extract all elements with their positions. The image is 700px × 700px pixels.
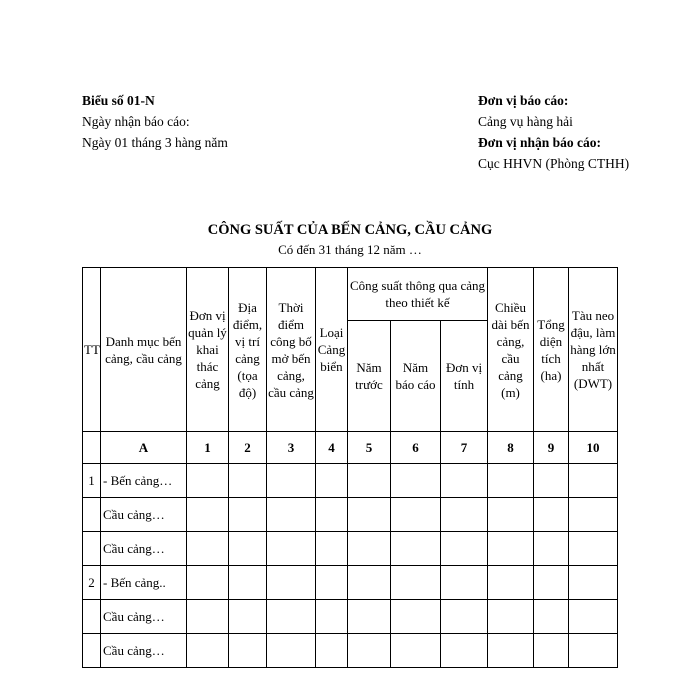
data-cell[interactable]	[316, 532, 348, 566]
data-cell[interactable]	[569, 464, 618, 498]
row-tt	[83, 532, 101, 566]
row-tt	[83, 498, 101, 532]
report-subtitle: Có đến 31 tháng 12 năm …	[278, 242, 422, 257]
table-row	[83, 634, 618, 668]
code-cell: 4	[316, 432, 348, 464]
data-cell[interactable]	[569, 566, 618, 600]
capacity-table	[82, 267, 618, 668]
code-cell: 7	[441, 432, 488, 464]
report-title: CÔNG SUẤT CỦA BẾN CẢNG, CẦU CẢNG	[207, 222, 493, 238]
header-capacity-group: Công suất thông qua cảng theo thiết kế	[348, 268, 488, 321]
data-cell[interactable]	[534, 498, 569, 532]
data-cell[interactable]	[187, 634, 229, 668]
code-cell: A	[101, 432, 187, 464]
data-cell[interactable]	[391, 634, 441, 668]
table-row	[83, 464, 618, 498]
header-prev-year: Năm trước	[348, 321, 391, 432]
code-cell: 5	[348, 432, 391, 464]
data-cell[interactable]	[348, 600, 391, 634]
data-cell[interactable]	[229, 566, 267, 600]
data-cell[interactable]	[348, 532, 391, 566]
data-cell[interactable]	[391, 600, 441, 634]
data-cell[interactable]	[229, 464, 267, 498]
data-cell[interactable]	[267, 532, 316, 566]
data-cell[interactable]	[488, 532, 534, 566]
row-tt: 2	[83, 566, 101, 600]
row-name: Cầu cảng…	[101, 634, 187, 668]
receiving-unit-value: Cục HHVN (Phòng CTHH)	[478, 156, 630, 171]
table-row	[83, 498, 618, 532]
data-cell[interactable]	[569, 600, 618, 634]
header-location: Địa điểm, vị trí cảng (tọa độ)	[229, 268, 267, 432]
header-area: Tổng diện tích (ha)	[534, 268, 569, 432]
data-cell[interactable]	[229, 600, 267, 634]
data-cell[interactable]	[569, 532, 618, 566]
data-cell[interactable]	[267, 600, 316, 634]
data-cell[interactable]	[267, 498, 316, 532]
table-row	[83, 566, 618, 600]
data-cell[interactable]	[441, 566, 488, 600]
receive-date-value: Ngày 01 tháng 3 hàng năm	[82, 135, 228, 150]
header-name: Danh mục bến cảng, cầu cảng	[101, 268, 187, 432]
row-tt: 1	[83, 464, 101, 498]
row-name: Cầu cảng…	[101, 532, 187, 566]
data-cell[interactable]	[229, 532, 267, 566]
row-name: Cầu cảng…	[101, 600, 187, 634]
data-cell[interactable]	[229, 498, 267, 532]
data-cell[interactable]	[267, 566, 316, 600]
data-cell[interactable]	[316, 464, 348, 498]
data-cell[interactable]	[187, 464, 229, 498]
code-cell: 3	[267, 432, 316, 464]
data-cell[interactable]	[187, 600, 229, 634]
header-right	[478, 90, 648, 174]
receive-date-label: Ngày nhận báo cáo:	[82, 114, 190, 129]
header-seaport-type: Loại Cảng biển	[316, 268, 348, 432]
data-cell[interactable]	[229, 634, 267, 668]
code-cell: 9	[534, 432, 569, 464]
header-left	[82, 90, 382, 153]
data-cell[interactable]	[441, 464, 488, 498]
data-cell[interactable]	[534, 600, 569, 634]
receiving-unit-label: Đơn vị nhận báo cáo:	[478, 135, 602, 150]
code-cell: 10	[569, 432, 618, 464]
code-cell: 2	[229, 432, 267, 464]
header-unit: Đơn vị tính	[441, 321, 488, 432]
data-cell[interactable]	[348, 464, 391, 498]
code-cell: 6	[391, 432, 441, 464]
header-open-time: Thời điểm công bố mở bến cảng, cầu cảng	[267, 268, 316, 432]
data-cell[interactable]	[534, 566, 569, 600]
data-cell[interactable]	[187, 532, 229, 566]
code-cell: 1	[187, 432, 229, 464]
data-cell[interactable]	[488, 566, 534, 600]
reporting-unit-value: Cảng vụ hàng hải	[478, 114, 573, 129]
data-cell[interactable]	[267, 634, 316, 668]
reporting-unit-label: Đơn vị báo cáo:	[478, 93, 569, 108]
data-cell[interactable]	[316, 600, 348, 634]
data-cell[interactable]	[348, 566, 391, 600]
header-report-year: Năm báo cáo	[391, 321, 441, 432]
data-cell[interactable]	[316, 634, 348, 668]
data-cell[interactable]	[534, 532, 569, 566]
data-cell[interactable]	[534, 634, 569, 668]
data-cell[interactable]	[187, 498, 229, 532]
data-cell[interactable]	[391, 566, 441, 600]
data-cell[interactable]	[391, 464, 441, 498]
data-cell[interactable]	[488, 600, 534, 634]
data-cell[interactable]	[187, 566, 229, 600]
data-cell[interactable]	[569, 498, 618, 532]
row-name: - Bến cảng..	[101, 566, 187, 600]
data-cell[interactable]	[316, 566, 348, 600]
code-cell: 8	[488, 432, 534, 464]
table-row	[83, 600, 618, 634]
data-cell[interactable]	[391, 498, 441, 532]
data-cell[interactable]	[534, 464, 569, 498]
header-operator: Đơn vị quản lý khai thác cảng	[187, 268, 229, 432]
header-max-ship: Tàu neo đậu, làm hàng lớn nhất (DWT)	[569, 268, 618, 432]
data-cell[interactable]	[488, 498, 534, 532]
data-cell[interactable]	[316, 498, 348, 532]
data-cell[interactable]	[441, 600, 488, 634]
row-name: - Bến cảng…	[101, 464, 187, 498]
row-tt	[83, 600, 101, 634]
data-cell[interactable]	[488, 634, 534, 668]
data-cell[interactable]	[569, 634, 618, 668]
data-cell[interactable]	[441, 634, 488, 668]
data-cell[interactable]	[441, 532, 488, 566]
data-cell[interactable]	[348, 634, 391, 668]
table-row	[83, 532, 618, 566]
data-cell[interactable]	[391, 532, 441, 566]
header-length: Chiều dài bến cảng, cầu cảng (m)	[488, 268, 534, 432]
column-code-row	[83, 432, 618, 464]
row-tt	[83, 634, 101, 668]
data-cell[interactable]	[267, 464, 316, 498]
data-cell[interactable]	[488, 464, 534, 498]
header-tt: TT	[83, 268, 101, 432]
code-cell-blank	[83, 432, 101, 464]
row-name: Cầu cảng…	[101, 498, 187, 532]
data-cell[interactable]	[348, 498, 391, 532]
data-cell[interactable]	[441, 498, 488, 532]
form-code: Biểu số 01-N	[82, 93, 155, 108]
